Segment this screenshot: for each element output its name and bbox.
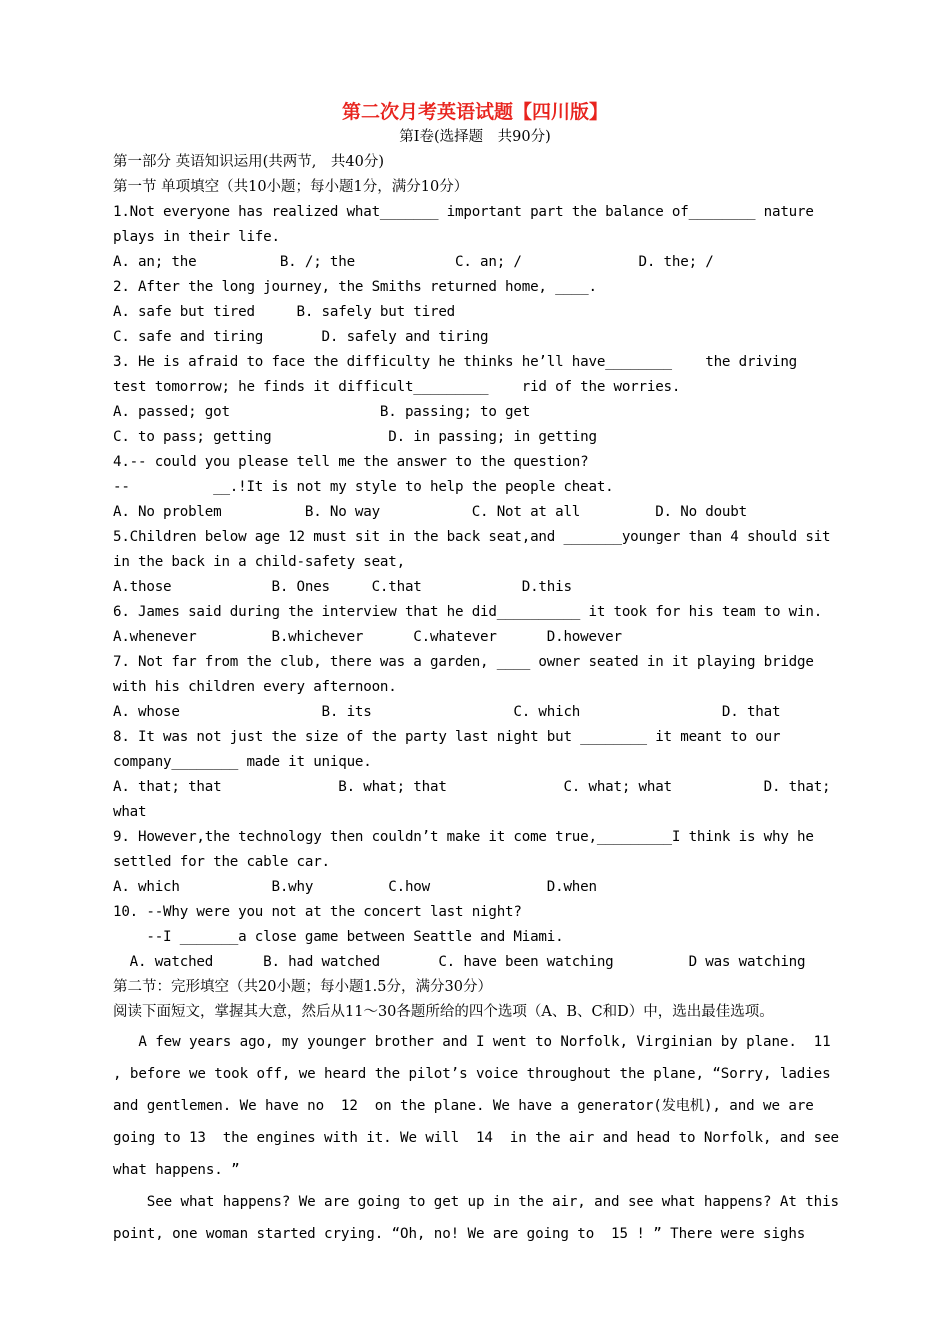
answer-options: A. an; the B. /; the C. an; / D. the; / — [113, 254, 714, 270]
question-line: 10. --Why were you not at the concert last night? — [113, 904, 522, 920]
question-line: test tomorrow; he finds it difficult_________ rid of the worries. — [113, 379, 681, 395]
question-line: 4.-- could you please tell me the answer to the question? — [113, 454, 589, 470]
paper-subtitle: 第Ⅰ卷(选择题 共90分) — [399, 129, 551, 145]
question-line: --I _______a close game between Seattle and Miami. — [113, 929, 564, 945]
question-line: 1.Not everyone has realized what_______ important part the balance of________ nature — [113, 204, 814, 220]
part-heading: 第一部分 英语知识运用(共两节, 共40分) — [113, 154, 384, 170]
answer-options: what — [113, 804, 147, 820]
section-instructions: 阅读下面短文，掌握其大意，然后从11～30各题所给的四个选项（A、B、C和D）中，选出最佳选项。 — [113, 1004, 774, 1020]
answer-options: A.whenever B.whichever C.whatever D.however — [113, 629, 622, 645]
passage-line: what happens. ” — [113, 1162, 240, 1178]
question-line: with his children every afternoon. — [113, 679, 397, 695]
question-line: -- __.!It is not my style to help the people cheat. — [113, 479, 614, 495]
question-line: company________ made it unique. — [113, 754, 372, 770]
passage-line: See what happens? We are going to get up in the air, and see what happens? At this — [113, 1194, 839, 1210]
question-line: 8. It was not just the size of the party last night but ________ it meant to our — [113, 729, 781, 745]
question-line: 3. He is afraid to face the difficulty he thinks he’ll have________ the driving — [113, 354, 798, 370]
cloze-passage — [113, 1026, 843, 1250]
answer-options: A. whose B. its C. which D. that — [113, 704, 781, 720]
passage-line: going to 13 the engines with it. We will 14 in the air and head to Norfolk, and see — [113, 1130, 839, 1146]
question-line: 2. After the long journey, the Smiths returned home, ____. — [113, 279, 597, 295]
answer-options: A. watched B. had watched C. have been watching D was watching — [113, 954, 806, 970]
question-line: settled for the cable car. — [113, 854, 330, 870]
answer-options: A.those B. Ones C.that D.this — [113, 579, 572, 595]
answer-options: A. No problem B. No way C. Not at all D. No doubt — [113, 504, 747, 520]
passage-line: , before we took off, we heard the pilot’s voice throughout the plane, “Sorry, ladies — [113, 1066, 831, 1082]
question-line: 5.Children below age 12 must sit in the back seat,and _______younger than 4 should sit — [113, 529, 831, 545]
question-line: plays in their life. — [113, 229, 280, 245]
answer-options: C. safe and tiring D. safely and tiring — [113, 329, 489, 345]
question-line: 6. James said during the interview that he did__________ it took for his team to win. — [113, 604, 823, 620]
questions-section — [113, 150, 843, 1025]
answer-options: A. passed; got B. passing; to get — [113, 404, 531, 420]
exam-title: 第二次月考英语试题【四川版】 — [341, 101, 608, 123]
answer-options: A. which B.why C.how D.when — [113, 879, 597, 895]
section-heading: 第一节 单项填空（共10小题；每小题1分，满分10分） — [113, 179, 469, 195]
answer-options: A. that; that B. what; that C. what; what D. that; — [113, 779, 831, 795]
question-line: in the back in a child-safety seat, — [113, 554, 405, 570]
passage-line: A few years ago, my younger brother and I went to Norfolk, Virginian by plane. 11 — [113, 1034, 831, 1050]
question-line: 7. Not far from the club, there was a garden, ____ owner seated in it playing bridge — [113, 654, 814, 670]
question-line: 9. However,the technology then couldn’t make it come true,_________I think is why he — [113, 829, 814, 845]
section-heading: 第二节：完形填空（共20小题；每小题1.5分，满分30分） — [113, 979, 492, 995]
passage-line: point, one woman started crying. “Oh, no! We are going to 15 ! ” There were sighs — [113, 1226, 806, 1242]
passage-line: and gentlemen. We have no 12 on the plane. We have a generator(发电机), and we are — [113, 1098, 814, 1114]
answer-options: A. safe but tired B. safely but tired — [113, 304, 456, 320]
answer-options: C. to pass; getting D. in passing; in getting — [113, 429, 597, 445]
